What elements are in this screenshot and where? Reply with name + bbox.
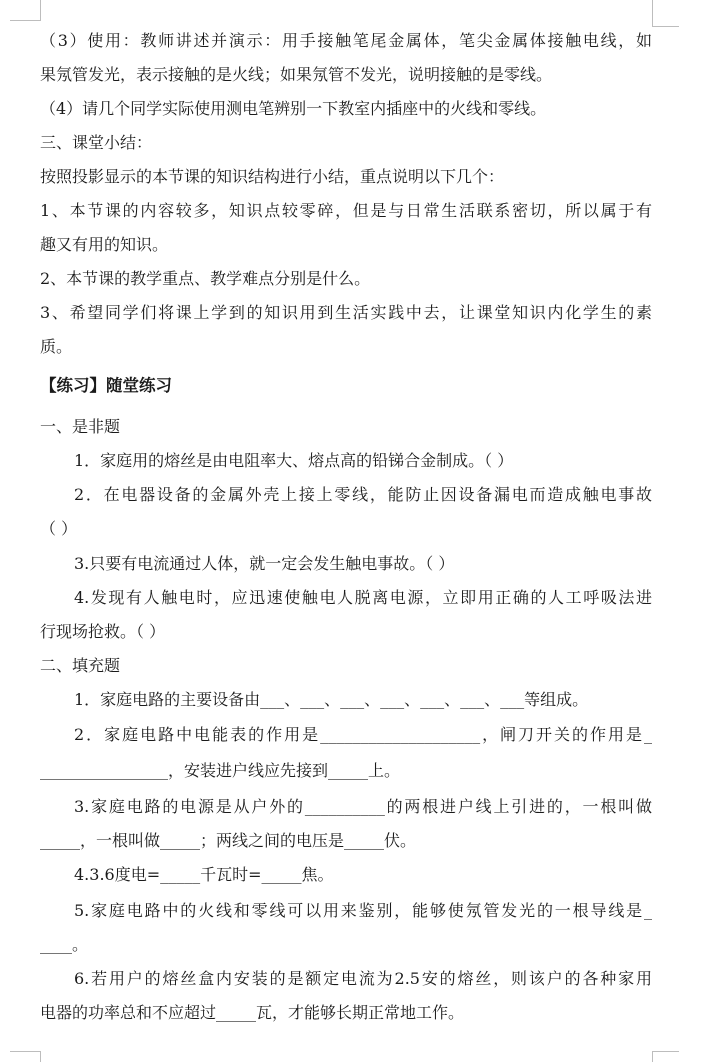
section-heading: 二、填充题 (40, 656, 121, 675)
text-line: （3）使用：教师讲述并演示：用手接触笔尾金属体，笔尖金属体接触电线，如 (40, 31, 652, 50)
question-line: ________________，安装进户线应先接到_____上。 (40, 761, 401, 780)
question-line: （ ） (40, 519, 78, 538)
section-heading: 一、是非题 (40, 417, 121, 436)
question-line: 1．家庭用的熔丝是由电阻率大、熔点高的铅锑合金制成。（ ） (74, 451, 514, 470)
question-line: 3.只要有电流通过人体，就一定会发生触电事故。（ ） (74, 554, 455, 573)
crop-mark-top-right (652, 0, 679, 27)
question-line: 3.家庭电路的电源是从户外的__________的两根进户线上引进的，一根叫做 (74, 797, 652, 816)
question-line: ____。 (40, 935, 89, 954)
question-line: 4.3.6度电=_____千瓦时=_____焦。 (74, 865, 334, 884)
text-line: 按照投影显示的本节课的知识结构进行小结，重点说明以下几个： (40, 167, 505, 186)
question-line: 5.家庭电路中的火线和零线可以用来鉴别，能够使氖管发光的一根导线是_ (74, 901, 652, 920)
question-line: 电器的功率总和不应超过_____瓦，才能够长期正常地工作。 (40, 1003, 465, 1022)
text-line: 1、本节课的内容较多，知识点较零碎，但是与日常生活联系密切，所以属于有 (40, 201, 652, 220)
text-line: 质。 (40, 337, 73, 356)
question-line: 2．家庭电路中电能表的作用是____________________，闸刀开关的作用是_ (74, 725, 652, 744)
question-line: 2．在电器设备的金属外壳上接上零线，能防止因设备漏电而造成触电事故 (74, 485, 652, 504)
text-line: （4）请几个同学实际使用测电笔辨别一下教室内插座中的火线和零线。 (40, 99, 547, 118)
crop-mark-bottom-left (10, 1051, 41, 1062)
question-line: 4.发现有人触电时，应迅速使触电人脱离电源，立即用正确的人工呼吸法进 (74, 588, 652, 607)
question-line: 行现场抢救。（ ） (40, 622, 166, 641)
question-line: 6.若用户的熔丝盒内安装的是额定电流为2.5安的熔丝，则该户的各种家用 (74, 969, 652, 988)
crop-mark-top-left (10, 0, 41, 21)
question-line: 1．家庭电路的主要设备由___、___、___、___、___、___、___等组成。 (74, 690, 589, 709)
section-heading: 三、课堂小结： (40, 133, 153, 152)
text-line: 趣又有用的知识。 (40, 235, 169, 254)
crop-mark-bottom-right (652, 1051, 679, 1062)
text-line: 3、希望同学们将课上学到的知识用到生活实践中去，让课堂知识内化学生的素 (40, 303, 652, 322)
text-line: 果氖管发光，表示接触的是火线；如果氖管不发光，说明接触的是零线。 (40, 65, 553, 84)
exercise-heading: 【练习】随堂练习 (40, 376, 172, 395)
text-line: 2、本节课的教学重点、教学难点分别是什么。 (40, 269, 371, 288)
question-line: _____，一根叫做_____；两线之间的电压是_____伏。 (40, 831, 417, 850)
